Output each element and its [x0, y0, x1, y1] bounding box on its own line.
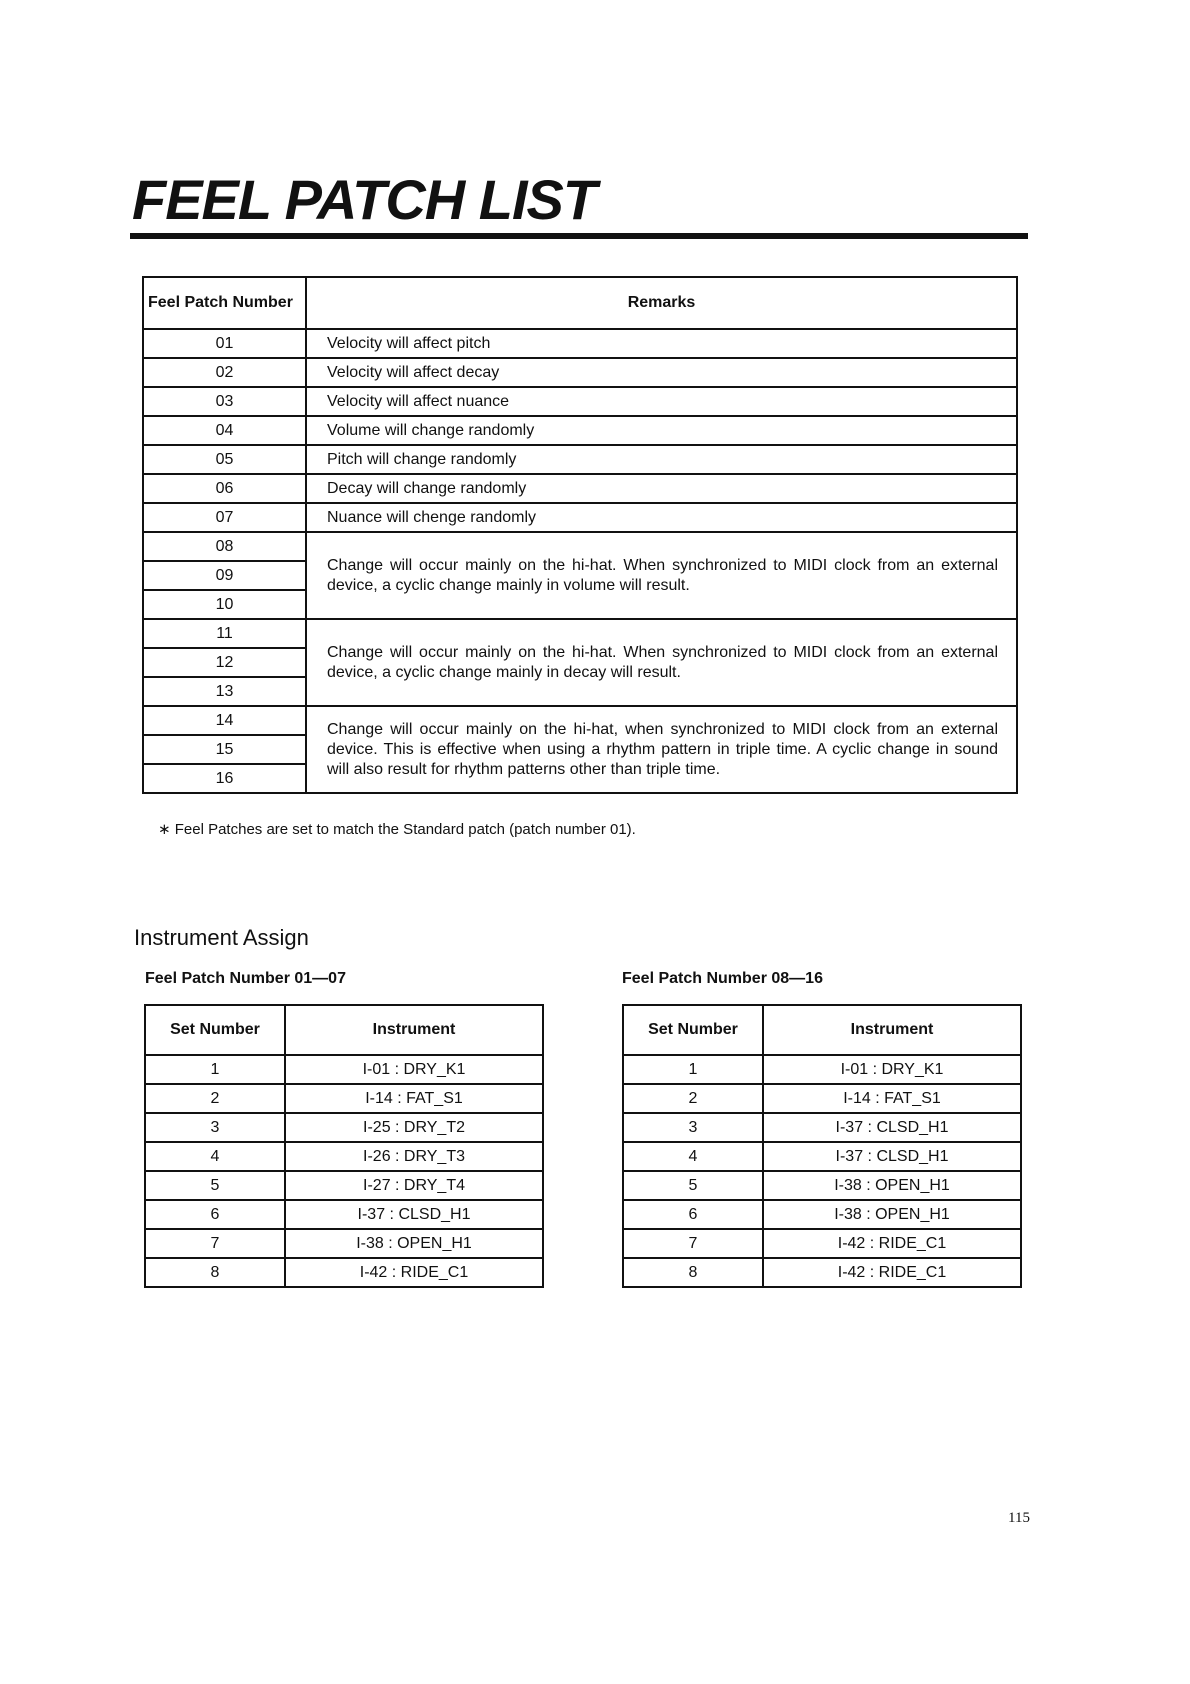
table-row [143, 358, 1017, 387]
table-row [143, 387, 1017, 416]
instrument: I-14 : FAT_S1 [285, 1084, 543, 1113]
patch-number: 09 [143, 561, 306, 590]
table-row [623, 1055, 1021, 1084]
table-header-row [145, 1005, 543, 1055]
instrument: I-42 : RIDE_C1 [763, 1258, 1021, 1287]
instrument-table-08-16 [622, 1004, 1022, 1288]
table-row [623, 1258, 1021, 1287]
instrument: I-37 : CLSD_H1 [763, 1113, 1021, 1142]
instrument: I-38 : OPEN_H1 [285, 1229, 543, 1258]
table-header-row [143, 277, 1017, 329]
instrument: I-37 : CLSD_H1 [285, 1200, 543, 1229]
set-number: 5 [623, 1171, 763, 1200]
column-header-instrument: Instrument [285, 1005, 543, 1055]
patch-number: 10 [143, 590, 306, 619]
set-number: 4 [623, 1142, 763, 1171]
right-table-label: Feel Patch Number 08—16 [622, 970, 823, 987]
patch-remark: Velocity will affect pitch [306, 329, 1017, 358]
set-number: 8 [145, 1258, 285, 1287]
table-row [143, 329, 1017, 358]
left-table-label: Feel Patch Number 01—07 [145, 970, 346, 987]
patch-remark: Velocity will affect decay [306, 358, 1017, 387]
instrument: I-01 : DRY_K1 [285, 1055, 543, 1084]
column-header-remarks: Remarks [306, 277, 1017, 329]
patch-number: 04 [143, 416, 306, 445]
table-row [145, 1084, 543, 1113]
table-row [143, 445, 1017, 474]
set-number: 4 [145, 1142, 285, 1171]
set-number: 7 [623, 1229, 763, 1258]
table-row [143, 474, 1017, 503]
patch-number: 02 [143, 358, 306, 387]
set-number: 3 [623, 1113, 763, 1142]
patch-remark: Pitch will change randomly [306, 445, 1017, 474]
table-row [623, 1113, 1021, 1142]
patch-number: 03 [143, 387, 306, 416]
table-row [623, 1229, 1021, 1258]
column-header-instrument: Instrument [763, 1005, 1021, 1055]
footnote: ∗ Feel Patches are set to match the Standard patch (patch number 01). [158, 821, 636, 838]
instrument-table-01-07 [144, 1004, 544, 1288]
patch-number: 05 [143, 445, 306, 474]
table-row [143, 416, 1017, 445]
patch-remark: Nuance will chenge randomly [306, 503, 1017, 532]
patch-number: 12 [143, 648, 306, 677]
set-number: 8 [623, 1258, 763, 1287]
instrument: I-25 : DRY_T2 [285, 1113, 543, 1142]
set-number: 5 [145, 1171, 285, 1200]
set-number: 3 [145, 1113, 285, 1142]
patch-number: 08 [143, 532, 306, 561]
table-row [623, 1142, 1021, 1171]
patch-number: 16 [143, 764, 306, 793]
patch-number: 01 [143, 329, 306, 358]
table-row [623, 1171, 1021, 1200]
instrument: I-27 : DRY_T4 [285, 1171, 543, 1200]
table-row [143, 532, 1017, 561]
set-number: 6 [145, 1200, 285, 1229]
set-number: 1 [145, 1055, 285, 1084]
table-row [623, 1200, 1021, 1229]
patch-number: 06 [143, 474, 306, 503]
instrument: I-38 : OPEN_H1 [763, 1200, 1021, 1229]
patch-remark: Decay will change randomly [306, 474, 1017, 503]
table-row [145, 1055, 543, 1084]
page-number: 115 [1008, 1510, 1030, 1526]
table-row [145, 1200, 543, 1229]
page-title: FEEL PATCH LIST [132, 168, 597, 231]
patch-remark: Change will occur mainly on the hi-hat. When synchronized to MIDI clock from an external device, a cyclic change mainly in decay will result. [306, 619, 1017, 706]
instrument: I-37 : CLSD_H1 [763, 1142, 1021, 1171]
table-row [145, 1113, 543, 1142]
title-rule [130, 233, 1028, 239]
instrument: I-14 : FAT_S1 [763, 1084, 1021, 1113]
table-row [145, 1142, 543, 1171]
set-number: 2 [145, 1084, 285, 1113]
patch-remark: Volume will change randomly [306, 416, 1017, 445]
section-heading: Instrument Assign [134, 925, 309, 950]
table-row [143, 619, 1017, 648]
set-number: 6 [623, 1200, 763, 1229]
instrument: I-42 : RIDE_C1 [763, 1229, 1021, 1258]
patch-number: 13 [143, 677, 306, 706]
feel-patch-table [142, 276, 1018, 794]
table-row [145, 1229, 543, 1258]
set-number: 2 [623, 1084, 763, 1113]
column-header-set-number: Set Number [145, 1005, 285, 1055]
patch-remark: Change will occur mainly on the hi-hat. When synchronized to MIDI clock from an external device, a cyclic change mainly in volume will result. [306, 532, 1017, 619]
patch-number: 11 [143, 619, 306, 648]
instrument: I-26 : DRY_T3 [285, 1142, 543, 1171]
patch-remark: Change will occur mainly on the hi-hat, when synchronized to MIDI clock from an external device. This is effective when using a rhythm pattern in triple time. A cyclic change in sound will also result for rhythm patterns other than triple time. [306, 706, 1017, 793]
instrument: I-42 : RIDE_C1 [285, 1258, 543, 1287]
set-number: 1 [623, 1055, 763, 1084]
table-row [145, 1171, 543, 1200]
instrument: I-38 : OPEN_H1 [763, 1171, 1021, 1200]
table-header-row [623, 1005, 1021, 1055]
patch-number: 14 [143, 706, 306, 735]
patch-number: 15 [143, 735, 306, 764]
column-header-number: Feel Patch Number [143, 277, 306, 329]
patch-number: 07 [143, 503, 306, 532]
column-header-set-number: Set Number [623, 1005, 763, 1055]
table-row [145, 1258, 543, 1287]
table-row [143, 706, 1017, 735]
patch-remark: Velocity will affect nuance [306, 387, 1017, 416]
instrument: I-01 : DRY_K1 [763, 1055, 1021, 1084]
table-row [623, 1084, 1021, 1113]
table-row [143, 503, 1017, 532]
set-number: 7 [145, 1229, 285, 1258]
